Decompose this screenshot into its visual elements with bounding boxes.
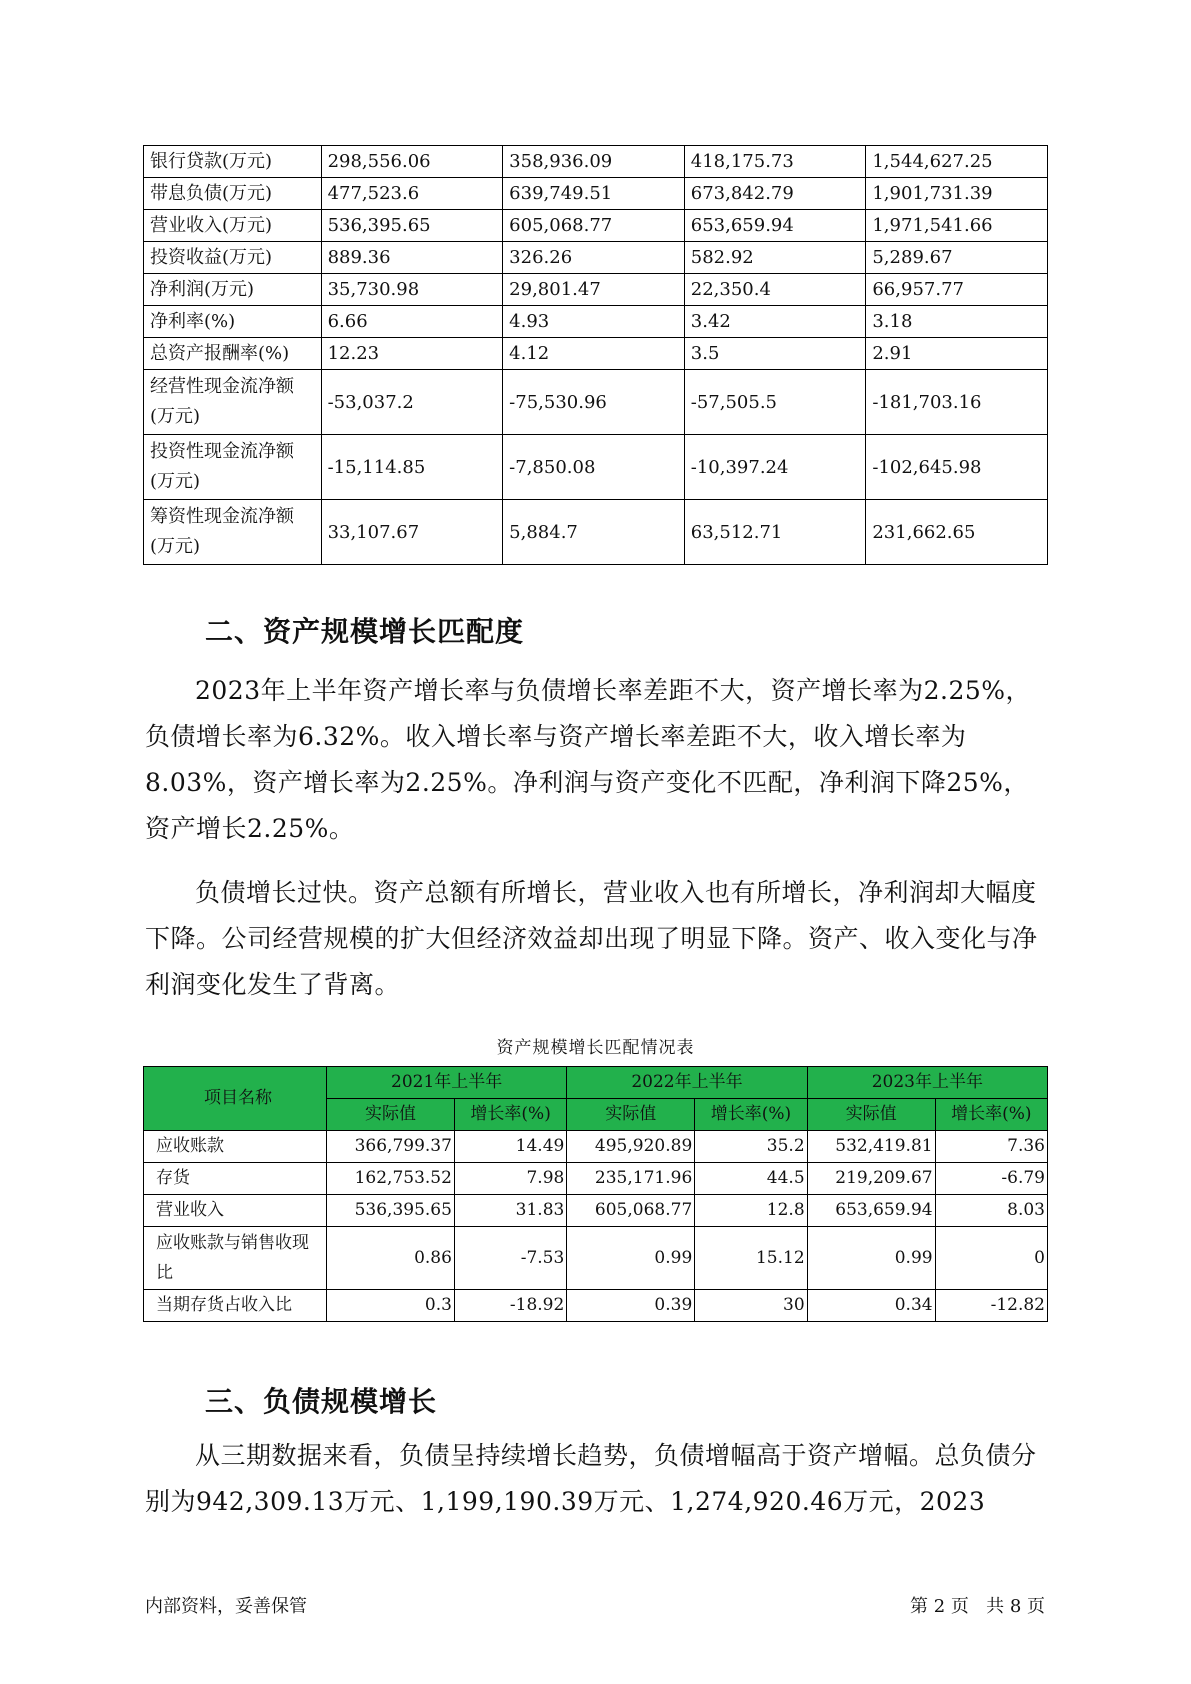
cell: 532,419.81	[807, 1131, 935, 1163]
footer-note: 内部资料，妥善保管	[145, 1596, 307, 1617]
cell: -7.53	[454, 1227, 566, 1290]
cell: 30	[695, 1290, 807, 1322]
cell: 673,842.79	[684, 178, 866, 210]
row-label: 营业收入(万元)	[144, 210, 322, 242]
table-row	[144, 1163, 1048, 1195]
cell: -53,037.2	[321, 370, 503, 435]
cell: 358,936.09	[503, 146, 685, 178]
paragraph: 2023年上半年资产增长率与负债增长率差距不大，资产增长率为2.25%，负债增长率为6.32%。收入增长率与资产增长率差距不大，收入增长率为8.03%，资产增长率为2.25%。净利润与资产变化不匹配，净利润下降25%，资产增长2.25%。	[145, 676, 1032, 843]
column-header: 实际值	[567, 1099, 695, 1131]
cell: 536,395.65	[327, 1195, 455, 1227]
row-label: 投资性现金流净额(万元)	[144, 435, 322, 500]
cell: 605,068.77	[567, 1195, 695, 1227]
cell: -6.79	[935, 1163, 1047, 1195]
row-label: 经营性现金流净额(万元)	[144, 370, 322, 435]
cell: 0.3	[327, 1290, 455, 1322]
cell: 22,350.4	[684, 274, 866, 306]
cell: 44.5	[695, 1163, 807, 1195]
cell: 0	[935, 1227, 1047, 1290]
row-label: 净利润(万元)	[144, 274, 322, 306]
table-row	[144, 1131, 1048, 1163]
cell: 0.99	[807, 1227, 935, 1290]
cell: 6.66	[321, 306, 503, 338]
table-row	[144, 370, 1048, 435]
row-label: 存货	[144, 1163, 327, 1195]
row-label: 总资产报酬率(%)	[144, 338, 322, 370]
row-label: 带息负债(万元)	[144, 178, 322, 210]
table-header-row	[144, 1067, 1048, 1099]
cell: 477,523.6	[321, 178, 503, 210]
cell: 12.23	[321, 338, 503, 370]
cell: 7.98	[454, 1163, 566, 1195]
cell: 8.03	[935, 1195, 1047, 1227]
table-row	[144, 242, 1048, 274]
cell: 4.12	[503, 338, 685, 370]
table-row	[144, 146, 1048, 178]
row-label: 当期存货占收入比	[144, 1290, 327, 1322]
row-label: 应收账款与销售收现比	[144, 1227, 327, 1290]
financial-indicators-table	[143, 145, 1048, 565]
table-row	[144, 210, 1048, 242]
table-row	[144, 1227, 1048, 1290]
cell: 298,556.06	[321, 146, 503, 178]
cell: 0.39	[567, 1290, 695, 1322]
cell: 653,659.94	[807, 1195, 935, 1227]
column-header: 项目名称	[144, 1067, 327, 1131]
cell: -75,530.96	[503, 370, 685, 435]
cell: 2.91	[866, 338, 1048, 370]
cell: 31.83	[454, 1195, 566, 1227]
cell: 418,175.73	[684, 146, 866, 178]
cell: 33,107.67	[321, 500, 503, 565]
cell: 1,544,627.25	[866, 146, 1048, 178]
column-header: 2023年上半年	[807, 1067, 1047, 1099]
cell: 66,957.77	[866, 274, 1048, 306]
cell: -10,397.24	[684, 435, 866, 500]
cell: 653,659.94	[684, 210, 866, 242]
cell: -12.82	[935, 1290, 1047, 1322]
column-header: 增长率(%)	[935, 1099, 1047, 1131]
cell: 35,730.98	[321, 274, 503, 306]
cell: 12.8	[695, 1195, 807, 1227]
row-label: 净利率(%)	[144, 306, 322, 338]
cell: 219,209.67	[807, 1163, 935, 1195]
cell: -7,850.08	[503, 435, 685, 500]
row-label: 营业收入	[144, 1195, 327, 1227]
cell: 15.12	[695, 1227, 807, 1290]
row-label: 筹资性现金流净额(万元)	[144, 500, 322, 565]
cell: 3.5	[684, 338, 866, 370]
cell: 3.42	[684, 306, 866, 338]
table-row	[144, 435, 1048, 500]
column-header: 实际值	[807, 1099, 935, 1131]
cell: 0.34	[807, 1290, 935, 1322]
table-row	[144, 274, 1048, 306]
cell: 582.92	[684, 242, 866, 274]
table-row	[144, 1195, 1048, 1227]
page-number: 第 2 页 共 8 页	[910, 1596, 1045, 1617]
cell: 1,971,541.66	[866, 210, 1048, 242]
section-heading: 二、资产规模增长匹配度	[205, 615, 525, 648]
column-header: 2022年上半年	[567, 1067, 807, 1099]
cell: 4.93	[503, 306, 685, 338]
column-header: 增长率(%)	[454, 1099, 566, 1131]
cell: 235,171.96	[567, 1163, 695, 1195]
section-heading: 三、负债规模增长	[205, 1385, 438, 1418]
cell: 14.49	[454, 1131, 566, 1163]
cell: 366,799.37	[327, 1131, 455, 1163]
cell: 7.36	[935, 1131, 1047, 1163]
column-header: 增长率(%)	[695, 1099, 807, 1131]
cell: 231,662.65	[866, 500, 1048, 565]
cell: 605,068.77	[503, 210, 685, 242]
cell: 639,749.51	[503, 178, 685, 210]
cell: 1,901,731.39	[866, 178, 1048, 210]
column-header: 2021年上半年	[327, 1067, 567, 1099]
cell: 162,753.52	[327, 1163, 455, 1195]
paragraph: 负债增长过快。资产总额有所增长，营业收入也有所增长，净利润却大幅度下降。公司经营规模的扩大但经济效益却出现了明显下降。资产、收入变化与净利润变化发生了背离。	[145, 878, 1038, 999]
cell: 5,289.67	[866, 242, 1048, 274]
table-row	[144, 306, 1048, 338]
cell: 326.26	[503, 242, 685, 274]
cell: -181,703.16	[866, 370, 1048, 435]
cell: 536,395.65	[321, 210, 503, 242]
cell: 35.2	[695, 1131, 807, 1163]
cell: 0.86	[327, 1227, 455, 1290]
table-row	[144, 178, 1048, 210]
cell: -102,645.98	[866, 435, 1048, 500]
cell: 0.99	[567, 1227, 695, 1290]
asset-growth-matching-table	[143, 1066, 1048, 1322]
table-row	[144, 500, 1048, 565]
paragraph: 从三期数据来看，负债呈持续增长趋势，负债增幅高于资产增幅。总负债分别为942,309.13万元、1,199,190.39万元、1,274,920.46万元，2023	[145, 1441, 1037, 1516]
cell: 63,512.71	[684, 500, 866, 565]
cell: 29,801.47	[503, 274, 685, 306]
table-row	[144, 1290, 1048, 1322]
column-header: 实际值	[327, 1099, 455, 1131]
table-row	[144, 338, 1048, 370]
cell: 5,884.7	[503, 500, 685, 565]
cell: 889.36	[321, 242, 503, 274]
cell: -18.92	[454, 1290, 566, 1322]
cell: 495,920.89	[567, 1131, 695, 1163]
row-label: 银行贷款(万元)	[144, 146, 322, 178]
cell: -15,114.85	[321, 435, 503, 500]
row-label: 投资收益(万元)	[144, 242, 322, 274]
cell: -57,505.5	[684, 370, 866, 435]
table-caption: 资产规模增长匹配情况表	[496, 1038, 695, 1058]
row-label: 应收账款	[144, 1131, 327, 1163]
cell: 3.18	[866, 306, 1048, 338]
